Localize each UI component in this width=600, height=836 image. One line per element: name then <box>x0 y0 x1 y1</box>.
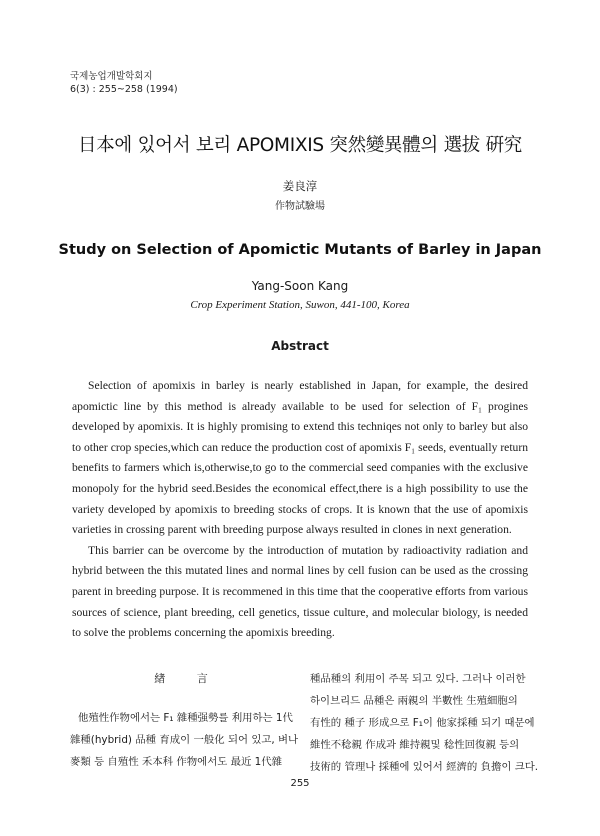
author-name-english: Yang-Soon Kang <box>251 279 349 293</box>
body-line: 維性不稔親 作成과 維持親및 稔性回復親 등의 <box>310 739 520 751</box>
introduction-heading: 緖 言 <box>154 672 222 685</box>
abstract-paragraph: This barrier can be overcome by the introduction of mutation by radioactivity radiation and hybrid between the this mutated lines and normal lines by cell fusion can be used as the crossing parent in breeding purpose. It is recommened in this time that the cooperative efforts from various sources of science, plant breeding, cell genetics, tissue culture, and molecular biology, is needed to solve the problems concerning the apomixis breeding. <box>72 543 528 640</box>
body-line: 他殖性作物에서는 F₁ 雜種强勢를 利用하는 1代 <box>78 712 293 724</box>
author-name-korean: 姜良淳 <box>282 179 318 193</box>
abstract-body <box>72 376 528 644</box>
abstract-paragraph: Selection of apomixis in barley is nearly established in Japan, for example, the desired apomictic line by this method is already available to be used for selection of F₁ progines developed by apomixis. It is highly promising to extend this techniqes not only to barley but also to other crop species,which can reduce the production cost of apomixis F₁ seeds, eventually return benefits to farmers which is,otherwise,to go to the commercial seed companies with the exclusive monopoly for the hybrid seed.Besides the economical effect,there is a high possibility to use the variety developed by apomixis to breeding stocks of crops. It is known that the use of apomixis varieties in crossing parent with breeding purpose always resulted in clones in next generation. <box>72 379 528 537</box>
page-number: 255 <box>290 778 310 789</box>
affiliation-korean: 作物試驗場 <box>275 201 325 212</box>
journal-name: 국제농업개발학회지 <box>70 71 153 82</box>
paper-title-english: Study on Selection of Apomictic Mutants of Barley in Japan <box>58 242 542 258</box>
body-line: 有性的 種子 形成으로 F₁이 他家採種 되기 때문에 <box>310 717 535 729</box>
left-column <box>70 668 299 773</box>
paper-title-korean: 日本에 있어서 보리 APOMIXIS 突然變異體의 選拔 硏究 <box>78 135 522 156</box>
journal-volume-pages: 6(3) : 255~258 (1994) <box>70 84 178 95</box>
right-column <box>310 668 539 778</box>
body-line: 種品種의 利用이 주목 되고 있다. 그러나 이러한 <box>310 673 526 685</box>
abstract-heading: Abstract <box>271 339 329 353</box>
journal-citation <box>70 70 178 96</box>
body-line: 하이브리드 品種은 兩親의 半數性 生殖細胞의 <box>310 695 518 707</box>
body-line: 技術的 管理나 採種에 있어서 經濟的 負擔이 크다. <box>310 761 539 773</box>
body-line: 雜種(hybrid) 品種 育成이 一般化 되어 있고, 벼나 <box>70 734 299 746</box>
body-line: 麥類 등 自殖性 禾本科 作物에서도 最近 1代雜 <box>70 756 283 768</box>
affiliation-english: Crop Experiment Station, Suwon, 441-100, Korea <box>190 299 410 311</box>
